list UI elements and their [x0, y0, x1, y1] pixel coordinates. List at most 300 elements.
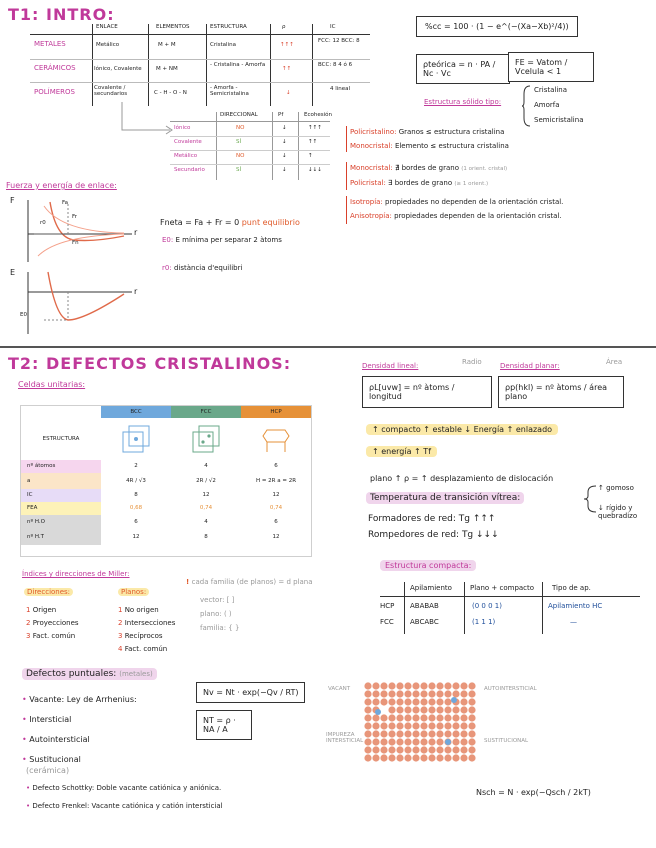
lattice-defect — [375, 709, 381, 715]
lattice-atom — [436, 754, 443, 761]
lattice-atom — [420, 690, 427, 697]
bt-name: Covalente — [174, 139, 202, 145]
lattice-atom — [364, 690, 371, 697]
cell-table — [20, 405, 312, 557]
fuerza-title: Fuerza y energía de enlace: — [6, 181, 117, 190]
dir-item: 1 Origen — [26, 606, 57, 614]
ct-cell: 0,74 — [269, 505, 283, 511]
temp-upper: ↑ gomoso — [598, 484, 634, 492]
lattice-atom — [444, 714, 451, 721]
mt-cell: ↓ — [286, 90, 291, 96]
ct-cell: 8 — [134, 492, 138, 498]
bt-name: Iónico — [174, 125, 191, 131]
puntual-item: • Sustitucional — [22, 755, 81, 764]
dir-item: 3 Fact. común — [26, 632, 76, 640]
mt-cell: M + NM — [156, 66, 178, 72]
ceramica-label: (cerámica) — [26, 766, 70, 775]
lattice-atom — [372, 690, 379, 697]
lattice-atom — [388, 698, 395, 705]
lattice-atom — [428, 690, 435, 697]
dir-item: 2 Proyecciones — [26, 619, 79, 627]
lattice-atom — [388, 730, 395, 737]
lattice-atom — [420, 706, 427, 713]
lattice-atom — [460, 690, 467, 697]
cmp-tipo: Apilamiento HC — [548, 602, 603, 610]
puntual-item: • Autointersticial — [22, 735, 90, 744]
lattice-atom — [364, 730, 371, 737]
mt-row-name: METALES — [34, 40, 66, 48]
fcc-cube-icon — [189, 422, 223, 456]
lattice-atom — [460, 698, 467, 705]
plan-item: 4 Fact. común — [118, 645, 168, 653]
lattice-atom — [412, 682, 419, 689]
radio-note: Radio — [462, 358, 482, 366]
frenkel: • Defecto Frenkel: Vacante catiónica y catión intersticial — [26, 802, 223, 810]
lattice-atom — [428, 722, 435, 729]
r0-note: r0: distància d'equilibri — [162, 264, 243, 272]
lattice-defect — [451, 697, 457, 703]
mt-cell: Cristalina — [210, 42, 236, 48]
puntual-item: • Intersticial — [22, 715, 72, 724]
mt-vline — [92, 24, 93, 106]
lattice-atom — [412, 714, 419, 721]
plano-label: plano: ( ) — [200, 610, 232, 618]
celdas-title: Celdas unitarias: — [18, 380, 86, 389]
lattice-atom — [412, 706, 419, 713]
puntuales-title: Defectos puntuales: (metales) — [22, 668, 157, 680]
t1-title: T1: INTRO: — [8, 5, 115, 24]
graph-f-axis: F — [10, 196, 15, 205]
bt-e: ↑↑ — [308, 139, 318, 145]
lattice-atom — [396, 754, 403, 761]
cmp-ap: ABCABC — [410, 618, 439, 626]
mt-row-name: POLÍMEROS — [34, 88, 75, 96]
lattice-atom — [436, 690, 443, 697]
lattice-atom — [436, 682, 443, 689]
lattice-atom — [364, 738, 371, 745]
mt-vline — [270, 24, 271, 106]
lattice-atom — [404, 690, 411, 697]
lattice-atom — [452, 690, 459, 697]
bt-dir: SÍ — [236, 139, 242, 145]
lattice-atom — [420, 698, 427, 705]
ct-cell: 12 — [272, 492, 280, 498]
cmp-header: Apilamiento — [410, 584, 452, 592]
lattice-atom — [420, 682, 427, 689]
cmp-tipo: — — [570, 618, 577, 626]
lattice-atom — [436, 714, 443, 721]
mt-cell: Metálico — [96, 42, 120, 48]
mt-cell: - Amorfa - Semicristalina — [210, 85, 249, 97]
lattice-atom — [404, 698, 411, 705]
mt-header-5: IC — [330, 24, 336, 30]
lattice-atom — [380, 746, 387, 753]
lattice-atom — [404, 746, 411, 753]
energy-graph — [14, 268, 144, 338]
lattice-atom — [468, 746, 475, 753]
densidad-lineal-label: Densidad lineal: — [362, 362, 419, 370]
ct-cell: 2R / √2 — [196, 478, 216, 484]
lattice-atom — [428, 738, 435, 745]
lattice-atom — [444, 698, 451, 705]
lattice-atom — [468, 738, 475, 745]
lattice-label-vacant: VACANT — [328, 686, 351, 692]
lattice-atom — [444, 722, 451, 729]
lattice-label-autointersticial: AUTOINTERSTICIAL — [484, 686, 537, 692]
lattice-atom — [380, 738, 387, 745]
temp-brace — [584, 484, 598, 514]
lattice-atom — [460, 722, 467, 729]
lattice-atom — [428, 714, 435, 721]
lattice-atom — [380, 754, 387, 761]
lattice-atom — [452, 738, 459, 745]
lattice-atom — [460, 730, 467, 737]
cmp-plane: (0 0 0 1) — [472, 602, 502, 610]
bt-pf: ↓ — [282, 139, 287, 145]
mt-row-line — [30, 82, 370, 83]
lattice-atom — [364, 714, 371, 721]
dir-title: Direcciones: — [24, 588, 73, 596]
lattice-atom — [420, 738, 427, 745]
lattice-atom — [372, 682, 379, 689]
solid-struct-item: Amorfa — [534, 101, 560, 109]
mt-cell: Covalente / secundarios — [94, 85, 128, 97]
solid-struct-item: Cristalina — [534, 86, 568, 94]
cmp-name: FCC — [380, 618, 394, 626]
lattice-atom — [420, 730, 427, 737]
lattice-atom — [364, 698, 371, 705]
ct-cell: 12 — [132, 534, 140, 540]
section-divider — [0, 346, 656, 348]
formula-fe-box: FE = Vatom / Vcelula < 1 — [508, 52, 594, 82]
mt-row-line — [30, 59, 370, 60]
lattice-atom — [428, 682, 435, 689]
hcp-prism-icon — [259, 422, 293, 456]
lattice-label-sustitucional: SUSTITUCIONAL — [484, 738, 529, 744]
bt-header: Pf — [278, 112, 284, 118]
lattice-atom — [388, 682, 395, 689]
densidad-plana-label: Densidad planar: — [500, 362, 560, 370]
lattice-atom — [436, 698, 443, 705]
graph-fn: Fn — [72, 240, 79, 246]
lattice-atom — [420, 754, 427, 761]
bt-pf: ↓ — [282, 125, 287, 131]
lattice-atom — [436, 706, 443, 713]
nsch-formula: Nsch = N · exp(−Qsch / 2kT) — [476, 788, 591, 797]
graph-r-axis: r — [134, 228, 138, 237]
lattice-atom — [404, 706, 411, 713]
lattice-atom — [364, 746, 371, 753]
lattice-atom — [460, 746, 467, 753]
note-1: Policristalino: Granos ≤ estructura cristalina — [350, 128, 505, 136]
note-2: Monocristal: Elemento ≤ estructura cristalina — [350, 142, 509, 150]
bt-pf: ↓ — [282, 153, 287, 159]
graph-fr: Fr — [72, 214, 78, 220]
bt-name: Metálico — [174, 153, 198, 159]
highlight-energy: ↑ energía ↑ Tf — [366, 446, 437, 457]
mt-vline — [206, 24, 207, 106]
plan-item: 2 Intersecciones — [118, 619, 176, 627]
lattice-atom — [388, 746, 395, 753]
lattice-atom — [452, 714, 459, 721]
mt-cell: M + M — [158, 42, 176, 48]
lattice-atom — [372, 722, 379, 729]
bt-name: Secundario — [174, 167, 205, 173]
graph-e-axis: E — [10, 268, 16, 277]
lattice-atom — [404, 738, 411, 745]
lattice-atom — [388, 754, 395, 761]
lattice-atom — [388, 738, 395, 745]
lattice-atom — [460, 706, 467, 713]
bt-header: Ecohesión — [304, 112, 332, 118]
compact-title: Estructura compacta: — [380, 560, 476, 571]
lattice-atom — [388, 714, 395, 721]
lattice-atom — [380, 730, 387, 737]
rompedores: Rompedores de red: Tg ↓↓↓ — [368, 530, 499, 540]
cmp-header: Tipo de ap. — [552, 584, 591, 592]
lattice-atom — [444, 746, 451, 753]
lattice-atom — [380, 722, 387, 729]
lattice-atom — [388, 690, 395, 697]
mt-cell: C - H - O - N — [154, 90, 187, 96]
lattice-atom — [412, 754, 419, 761]
puntuales-list — [22, 690, 137, 770]
brace — [522, 84, 532, 128]
mt-vline — [148, 24, 149, 106]
familia-label: familia: { } — [200, 624, 240, 632]
ct-cell: 12 — [272, 534, 280, 540]
ct-header-bcc: BCC — [101, 406, 171, 418]
ct-cell: 0,74 — [199, 505, 213, 511]
lattice-atom — [468, 714, 475, 721]
temp-lower: ↓ rígido y quebradizo — [598, 504, 638, 520]
lattice-atom — [428, 746, 435, 753]
mt-cell: ↑↑ — [282, 66, 292, 72]
lattice-atom — [468, 682, 475, 689]
lattice-atom — [420, 746, 427, 753]
mt-vline — [312, 24, 313, 106]
mt-line — [30, 34, 370, 35]
plan-item: 1 No origen — [118, 606, 159, 614]
lattice-atom — [428, 754, 435, 761]
lattice-atom — [444, 730, 451, 737]
mt-cell: 4 lineal — [330, 86, 351, 92]
schottky: • Defecto Schottky: Doble vacante catiónica y aniónica. — [26, 784, 222, 792]
lattice-atom — [396, 730, 403, 737]
e0-note: E0: E mínima per separar 2 àtoms — [162, 236, 282, 244]
ct-label: nº H.O — [21, 515, 101, 530]
lattice-image — [364, 682, 476, 762]
graph-r-axis-2: r — [134, 287, 138, 296]
lattice-atom — [436, 730, 443, 737]
note-4: Policristal: ∃ bordes de grano (≥ 1 orient.) — [350, 179, 489, 187]
ct-label: nº átomos — [21, 460, 101, 473]
lattice-atom — [396, 706, 403, 713]
temp-label: Temperatura de transición vítrea: — [366, 492, 524, 504]
family-note: ! cada familia (de planos) = d plana — [186, 578, 313, 586]
lattice-atom — [436, 738, 443, 745]
ct-label: IC — [21, 489, 101, 502]
mt-header-1: ENLACE — [96, 24, 118, 30]
solid-struct-label: Estructura sólido tipo: — [424, 98, 502, 106]
lattice-atom — [460, 714, 467, 721]
lattice-atom — [468, 698, 475, 705]
ct-cell: 4 — [204, 519, 208, 525]
lattice-atom — [388, 722, 395, 729]
lattice-atom — [380, 714, 387, 721]
solid-struct-item: Semicristalina — [534, 116, 584, 124]
t2-title: T2: DEFECTOS CRISTALINOS: — [8, 354, 292, 373]
graph-r0: r0 — [40, 220, 46, 226]
mt-row-name: CERÁMICOS — [34, 64, 76, 72]
lattice-atom — [404, 714, 411, 721]
lattice-atom — [444, 706, 451, 713]
ct-label: nº H.T — [21, 530, 101, 545]
lattice-atom — [420, 714, 427, 721]
lattice-atom — [412, 746, 419, 753]
miller-title: Índices y direcciones de Miller: — [22, 570, 130, 578]
lattice-atom — [452, 722, 459, 729]
lattice-atom — [468, 706, 475, 713]
vector-label: vector: [ ] — [200, 596, 235, 604]
lattice-atom — [412, 730, 419, 737]
ct-cell: 2 — [134, 463, 138, 469]
lattice-atom — [468, 754, 475, 761]
lattice-atom — [380, 682, 387, 689]
note-5: Isotropía: propiedades no dependen de la orientación cristal. — [350, 198, 564, 206]
lattice-atom — [372, 730, 379, 737]
rho-p-box: ρp(hkl) = nº àtoms / área plano — [498, 376, 624, 408]
lattice-atom — [404, 754, 411, 761]
lattice-atom — [452, 730, 459, 737]
mt-cell: Iónico, Covalente — [94, 66, 142, 72]
ct-label: FEA — [21, 502, 101, 515]
lattice-atom — [420, 722, 427, 729]
lattice-atom — [364, 682, 371, 689]
ct-cell: 4R / √3 — [126, 478, 146, 484]
ct-header-fcc: FCC — [171, 406, 241, 418]
lattice-atom — [364, 722, 371, 729]
rho-l-box: ρL[uvw] = nº àtoms / longitud — [362, 376, 492, 408]
plano-text: plano ↑ ρ = ↑ desplazamiento de dislocación — [370, 474, 554, 483]
lattice-atom — [404, 722, 411, 729]
lattice-atom — [428, 698, 435, 705]
lattice-atom — [396, 682, 403, 689]
lattice-atom — [396, 698, 403, 705]
bt-e: ↑↑↑ — [308, 125, 322, 131]
lattice-atom — [388, 706, 395, 713]
mt-cell: FCC: 12 BCC: 8 — [318, 38, 360, 44]
mt-header-2: ELEMENTOS — [156, 24, 190, 30]
nv-formula-box: Nv = Nt · exp(−Qv / RT) — [196, 682, 305, 703]
lattice-atom — [468, 722, 475, 729]
lattice-atom — [372, 738, 379, 745]
formula-rho-box: ρteórica = n · PA / Nc · Vc — [416, 54, 510, 84]
lattice-defect — [445, 739, 451, 745]
ct-cell: 6 — [134, 519, 138, 525]
lattice-atom — [452, 746, 459, 753]
ct-label: ESTRUCTURA — [21, 418, 101, 461]
cmp-plane: (1 1 1) — [472, 618, 496, 626]
ct-cell: 8 — [204, 534, 208, 540]
mt-header-3: ESTRUCTURA — [210, 24, 247, 30]
bt-header: DIRECCIONAL — [220, 112, 258, 118]
lattice-atom — [460, 682, 467, 689]
lattice-atom — [396, 714, 403, 721]
nt-formula-box: NT = ρ · NA / A — [196, 710, 252, 740]
bt-e: ↑ — [308, 153, 313, 159]
plan-title: Planos: — [118, 588, 149, 596]
lattice-atom — [460, 738, 467, 745]
note-6: Anisotropía: propiedades dependen de la orientación cristal. — [350, 212, 562, 220]
lattice-atom — [380, 690, 387, 697]
ct-cell: 4 — [204, 463, 208, 469]
ct-cell: 0,68 — [129, 505, 143, 511]
graph-fa: Fa — [62, 200, 69, 206]
mt-cell: ↑↑↑ — [280, 42, 294, 48]
lattice-atom — [372, 754, 379, 761]
mt-header-4: ρ — [282, 24, 286, 30]
lattice-atom — [468, 690, 475, 697]
lattice-atom — [396, 722, 403, 729]
cmp-header: Plano + compacto — [470, 584, 535, 592]
graph-e0: E0 — [20, 312, 27, 318]
lattice-atom — [436, 722, 443, 729]
cmp-ap: ABABAB — [410, 602, 439, 610]
lattice-atom — [436, 746, 443, 753]
formadores: Formadores de red: Tg ↑↑↑ — [368, 514, 496, 524]
bt-dir: NO — [236, 125, 245, 131]
ct-cell: 12 — [202, 492, 210, 498]
ct-label: a — [21, 473, 101, 489]
lattice-atom — [452, 682, 459, 689]
lattice-atom — [444, 690, 451, 697]
bt-e: ↓↓↓ — [308, 167, 322, 173]
bt-pf: ↓ — [282, 167, 287, 173]
lattice-atom — [380, 698, 387, 705]
ct-cell: H = 2R a = 2R — [255, 478, 297, 484]
ct-cell: 6 — [274, 519, 278, 525]
bt-dir: NO — [236, 153, 245, 159]
ct-cell: 6 — [274, 463, 278, 469]
lattice-atom — [372, 746, 379, 753]
formula-cc-box: %cc = 100 · (1 − e^(−(Xa−Xb)²/4)) — [416, 16, 578, 37]
fuerza-formula: Fneta = Fa + Fr = 0 punt equilibrio — [160, 218, 300, 227]
ct-header-hcp: HCP — [241, 406, 311, 418]
mt-cell: BCC: 8 4 ó 6 — [318, 62, 353, 68]
lattice-atom — [396, 690, 403, 697]
plan-item: 3 Recíprocos — [118, 632, 163, 640]
lattice-atom — [452, 706, 459, 713]
lattice-atom — [364, 754, 371, 761]
highlight-compact: ↑ compacto ↑ estable ↓ Energía ↑ enlazado — [366, 424, 558, 435]
bt-dir: SÍ — [236, 167, 242, 173]
lattice-atom — [404, 682, 411, 689]
lattice-atom — [444, 682, 451, 689]
lattice-atom — [372, 714, 379, 721]
lattice-atom — [412, 722, 419, 729]
lattice-atom — [444, 754, 451, 761]
lattice-atom — [428, 730, 435, 737]
lattice-atom — [412, 690, 419, 697]
lattice-label-impureza: IMPUREZA INTERSTICIAL — [326, 732, 364, 744]
note-3: Monocristal: ∄ bordes de grano (1 orient. cristal) — [350, 164, 508, 172]
lattice-atom — [396, 738, 403, 745]
dir-list — [26, 604, 79, 643]
lattice-atom — [452, 754, 459, 761]
lattice-atom — [468, 730, 475, 737]
lattice-atom — [364, 706, 371, 713]
